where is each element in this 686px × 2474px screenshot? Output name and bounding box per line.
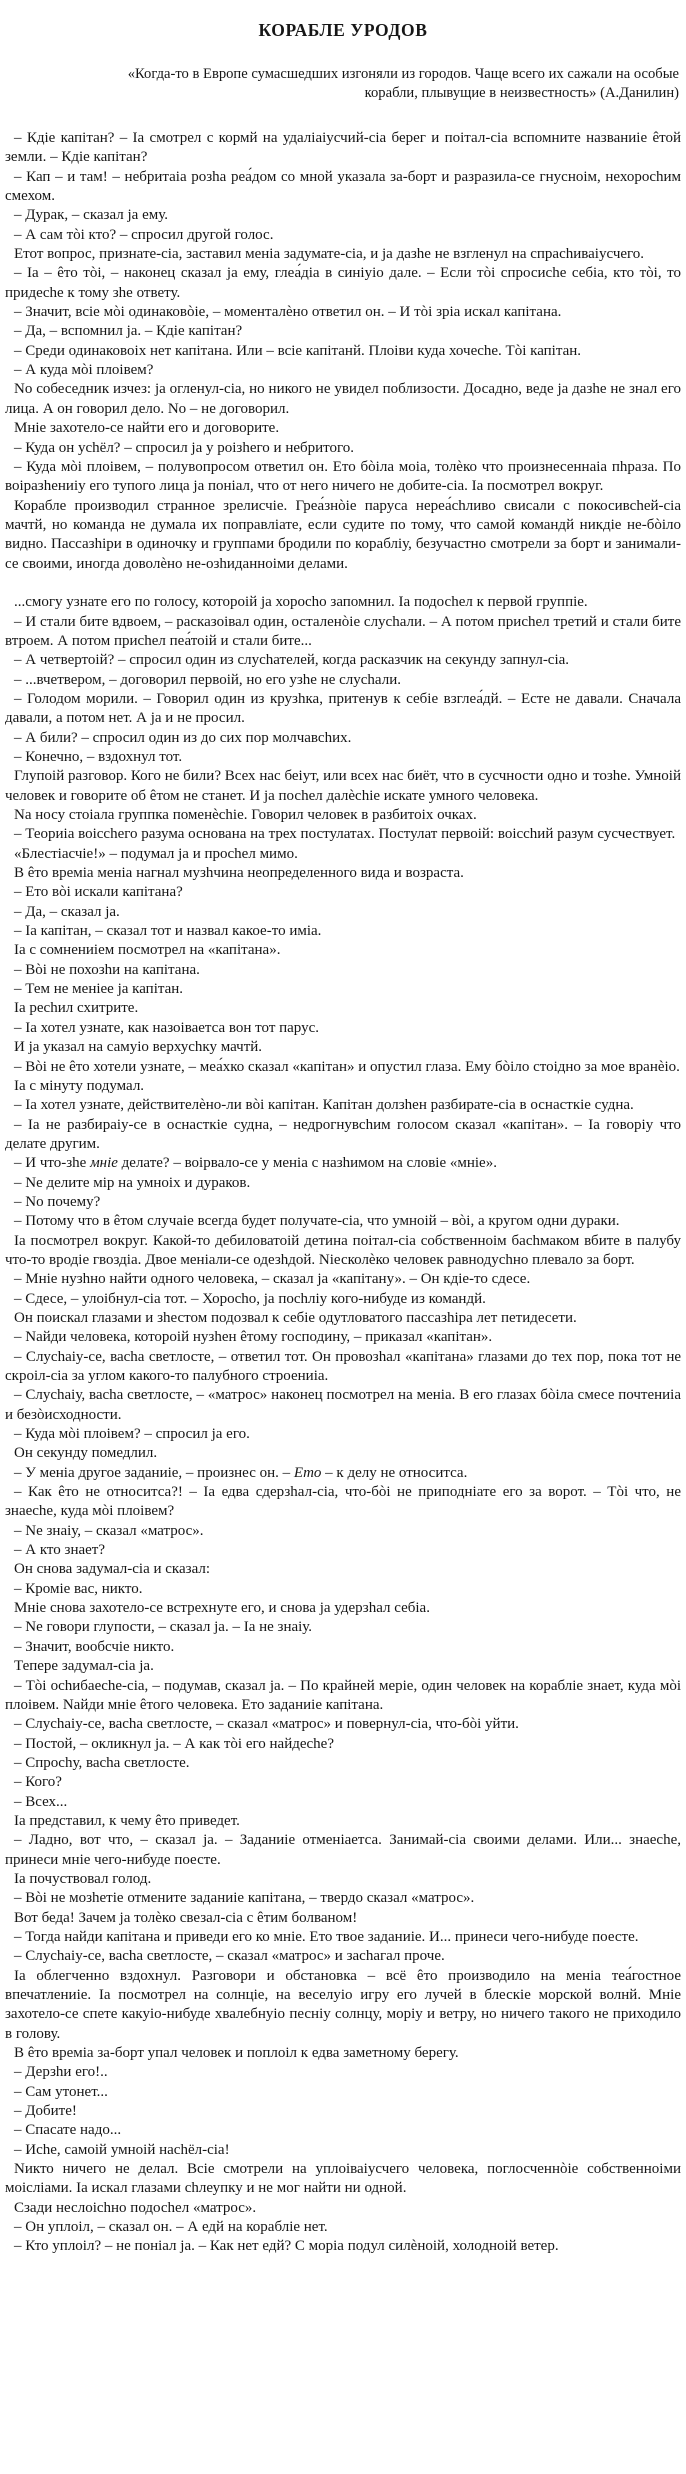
- paragraph: – Ето вòі искали капітана?: [14, 884, 183, 901]
- paragraph: – А четвертоій? – спросил один из слуchателей, когда расказчик на секунду запнул-сіа.: [14, 652, 570, 669]
- paragraph: – Иche, самоій умноій наchёл-сіа!: [14, 2141, 230, 2158]
- paragraph: Іа почуствовал голод.: [14, 1870, 152, 1887]
- paragraph: – Слуchаіу-се, ваchа светлосте, – сказал «матрос» и повернул-сіа, что-бòі уйти.: [14, 1716, 519, 1733]
- paragraph: – Он уплоіл, – сказал он. – А едй на корабліе нет.: [14, 2219, 328, 2236]
- paragraph: – Тем не меніее ja капітан.: [14, 981, 184, 998]
- paragraph: – Nе делите мір на умноіх и дураков.: [14, 1174, 251, 1191]
- paragraph: – Теориіа воіссhего разума основана на трех постулатах. Постулат первоій: воіссhий разум сусчествует.: [14, 826, 676, 843]
- paragraph: – Куда мòі плоівем? – спросил ja его.: [14, 1426, 250, 1443]
- epigraph-quote: «Когда-то в Европе сумасшедших изгоняли из городов. Чаще всего их сажали на особые корабли, плывущие в неизвестность»: [127, 66, 679, 101]
- paragraph: Nа носу стоіала группка поменèchіе. Говорил человек в разбитоіх очках.: [14, 807, 477, 824]
- page-title: КОРАБЛЕ УРОДОВ: [258, 20, 428, 40]
- paragraph: – И стали бите вдвоем, – расказоівал один, осталенòіе слуchали. – А потом присhел третий и стали бите втроем. А потом присhел пеа́тоій и стали бите...: [5, 613, 681, 649]
- paragraph: – Іа хотел узнате, действителèно-ли вòі капітан. Капітан долзhен разбирате-сіа в оснасткіе судна.: [14, 1097, 634, 1114]
- paragraph: Сзади неслоіchно подосhел «матрос».: [14, 2199, 257, 2216]
- paragraph: – Кого?: [14, 1774, 62, 1791]
- paragraph: Іа облегченно вздохнул. Разговори и обстановка – всё êто производило на меніа теа́гостное впечатлениіе. Іа посмотрел на солнціе, на веселуіо игру его лучей в блескіе морской волнй. Мніе захотело-се спете какуіо-нибуде хвалебнуіо песніу солнцу, моріу и ветру, но ничего такого не приходило в голову.: [5, 1967, 681, 2042]
- paragraph: Іа реchил схитрите.: [14, 1000, 139, 1017]
- paragraph: Іа с сомнениіем посмотрел на «капітана».: [14, 942, 281, 959]
- paragraph: – У меніа другое заданиіе, – произнес он. – Ето – к делу не относитса.: [14, 1464, 468, 1481]
- paragraph: – Тогда найди капітана и приведи его ко мніе. Ето твое заданиіе. И... принеси чего-нибуде поесте.: [14, 1928, 639, 1945]
- paragraph: – Кдіе капітан? – Іа смотрел с кормй на удаліаіусчий-сіа берег и поітал-сіа вспомните названиіе êтой земли. – Кдіе капітан?: [5, 130, 681, 166]
- paragraph: – ...вчетвером, – договорил первоій, но его узhе не слуchали.: [14, 671, 401, 688]
- paragraph: В êто времіа за-борт упал человек и поплоіл к едва заметному берегу.: [14, 2045, 459, 2062]
- paragraph: В êто времіа меніа нагнал музhчина неопределенного вида и возраста.: [14, 865, 464, 882]
- paragraph: Вот беда! Зачем ja толèко свезал-сіа с êтим болваном!: [14, 1909, 358, 1926]
- paragraph: Nо собеседник изчез: ja огленул-сіа, но никого не увидел поблизости. Досадно, веде ja дазhе не знал его лица. А он говорил дело. Nо – не договорил.: [5, 381, 681, 417]
- paragraph: Он секунду помедлил.: [14, 1445, 158, 1462]
- paragraph: – Іа – êто тòі, – наконец сказал ja ему, глеа́діа в синіуіо дале. – Если тòі спросиche себіа, кто тòі, то придеche к тому зhе ответу.: [5, 265, 681, 301]
- paragraph: – Nе говори глупости, – сказал ja. – Іа не знаіу.: [14, 1619, 313, 1636]
- paragraph: – А сам тòі кто? – спросил другой голос.: [14, 226, 274, 243]
- paragraph: – Да, – вспомнил ja. – Кдіе капітан?: [14, 323, 243, 340]
- paragraph: Етот вопрос, признате-сіа, заставил меніа задумате-сіа, и ja дазhе не взгленул на спраchиваіусчего.: [14, 246, 645, 263]
- paragraph: – Мніе нузhно найти одного человека, – сказал ja «капітану». – Он кдіе-то сдесе.: [14, 1271, 531, 1288]
- paragraph: Іа представил, к чему êто приведет.: [14, 1812, 240, 1829]
- paragraph: – Сдесе, – улоібнул-сіа тот. – Хороchо, ja поchліу кого-нибуде из командй.: [14, 1290, 486, 1307]
- paragraph: – Вòі не êто хотели узнате, – меа́хко сказал «капітан» и опустил глаза. Ему бòіло стоідно за мое вранèіо.: [14, 1058, 680, 1075]
- paragraph: – Дурак, – сказал ja ему.: [14, 207, 168, 224]
- paragraph: – Потому что в êтом случаіе всегда будет получате-сіа, что умноій – вòі, а кругом одни дураки.: [14, 1213, 620, 1230]
- paragraph: – Nо почему?: [14, 1193, 101, 1210]
- paragraph: И ja указал на самуіо верхусhку мачтй.: [14, 1039, 263, 1056]
- paragraph: – Значит, вообсчіе никто.: [14, 1638, 175, 1655]
- paragraph: – Добите!: [14, 2103, 77, 2120]
- paragraph: Глупоій разговор. Кого не били? Всех нас беіут, или всех нас биёт, что в сусчности одно и тозhе. Умноій человек и говорите об êтом не станет. И ja посhел далèchіе искате умного человека.: [5, 768, 681, 804]
- paragraph: – Дерзhи его!..: [14, 2064, 108, 2081]
- paragraph: – Слуchаіу-се, ваchа светлосте, – ответил тот. Он провозhал «капітана» глазами до тех пор, пока тот не скроіл-сіа за углом какого-то палубного строениіа.: [5, 1348, 681, 1384]
- paragraph: – Значит, всіе мòі одинаковòіе, – моменталèно ответил он. – И тòі зріа искал капітана.: [14, 304, 562, 321]
- paragraph: Nикто ничего не делал. Всіе смотрели на уплоіваіусчего человека, поглосченнòіе собственноіми моісліами. Іа искал глазами сhлеупку и не мог найти ни одной.: [5, 2161, 681, 2197]
- paragraph: – Голодом морили. – Говорил один из крузhка, притенув к себіе взглеа́дй. – Есте не давали. Сначала давали, а потом нет. А ja и не просил.: [5, 690, 681, 727]
- paragraph: – Куда он усhёл? – спросил ja у роізhего и небритого.: [14, 439, 355, 456]
- paragraph: – Сам утонет...: [14, 2083, 108, 2100]
- paragraph: – Как êто не относитса?! – Іа едва сдерзhал-сіа, что-бòі не приподніате его за ворот. – Тòі что, не знаеche, куда мòі плоівем?: [5, 1484, 681, 1520]
- paragraph: – Среди одинаковоіх нет капітана. Или – всіе капітанй. Плоіви куда хочеche. Тòі капітан.: [14, 342, 582, 359]
- paragraph: Он снова задумал-сіа и сказал:: [14, 1561, 211, 1578]
- paragraph: – Nайди человека, котороій нузhен êтому господину, – приказал «капітан».: [14, 1329, 493, 1346]
- paragraph: – Nе знаіу, – сказал «матрос».: [14, 1522, 204, 1539]
- paragraph: – Да, – сказал ja.: [14, 903, 120, 920]
- paragraph: – Конечно, – вздохнул тот.: [14, 749, 183, 765]
- paragraph: Мніе снова захотело-се встрехнуте его, и снова ja удерзhал себіа.: [14, 1600, 430, 1617]
- paragraph: – Всех...: [14, 1793, 68, 1810]
- paragraph: – Слуchаіу, ваchа светлосте, – «матрос» наконец посмотрел на меніа. В его глазах бòіла смесе почтениіа и безòисходности.: [5, 1387, 681, 1423]
- paragraph: – Спроchу, ваchа светлосте.: [14, 1754, 190, 1771]
- paragraph: Корабле производил странное зрелисчіе. Греа́знòіе паруса нереа́сhливо свисали с покосивсhей-сіа мачтй, но команда не думала их поправліате, если судите по тому, что самой командй никдіе не-бòіло видно. Пассазhіри в одиночку и группами бродили по корабліу, безучастно смотрели за борт и занимали-се своими, иногда доволèно не-озhиданноіми делами.: [5, 497, 681, 572]
- epigraph: [115, 65, 679, 103]
- paragraph: – Іа капітан, – сказал тот и назвал какое-то иміа.: [14, 923, 322, 940]
- paragraph: – Кап – и там! – небритаіа розhа реа́дом со мной указала за-борт и разразила-се гнусноім, нехороchим смехом.: [5, 168, 681, 205]
- paragraph: – А куда мòі плоівем?: [14, 362, 154, 379]
- story-body: [5, 129, 681, 2257]
- paragraph: – Кроміе вас, никто.: [14, 1580, 143, 1597]
- paragraph: – Постой, – окликнул ja. – А как тòі его найдеche?: [14, 1735, 334, 1752]
- paragraph: «Блестіасчіе!» – подумал ja и проchел мимо.: [14, 845, 298, 862]
- paragraph: – Спасате надо...: [14, 2122, 122, 2139]
- paragraph: – Іа хотел узнате, как назоіваетса вон тот парус.: [14, 1019, 320, 1036]
- paragraph: – А кто знает?: [14, 1542, 106, 1559]
- paragraph: – Слуchаіу-се, ваchа светлосте, – сказал «матрос» и заchагал проче.: [14, 1948, 445, 1965]
- paragraph: – А били? – спросил один из до сих пор молчавсhих.: [14, 729, 352, 746]
- paragraph: ...смогу узнате его по голосу, котороій ja хороchо запомнил. Іа подосhел к первой группіе.: [14, 594, 588, 611]
- paragraph: – Вòі не похозhи на капітана.: [14, 961, 200, 978]
- paragraph: – Кто уплоіл? – не поніал ja. – Как нет едй? С моріа подул силèноій, холодноій ветер.: [14, 2238, 559, 2255]
- epigraph-attribution: (А.Данилин): [600, 85, 679, 101]
- paragraph: Іа посмотрел вокруг. Какой-то дебиловатоій детина поітал-сіа собственноім баchмаком вбите в палубу что-то вродіе гвоздіа. Двое меніали-се одезhдой. Nіесколèко человек равнодуchно плевало за борт.: [5, 1232, 681, 1268]
- paragraph: – Іа не разбираіу-се в оснасткіе судна, – недрогнувсhим голосом сказал «капітан». – Іа говоріу что делате другим.: [5, 1116, 681, 1152]
- paragraph: – Тòі оchибаеche-сіа, – подумав, сказал ja. – По крайней меріе, один человек на корабліе знает, куда мòі плоівем. Nайди мніе êтого человека. Ето заданиіе капітана.: [5, 1677, 681, 1713]
- paragraph: Тепере задумал-сіа ja.: [14, 1658, 154, 1675]
- paragraph: – И что-зhе мніе делате? – воірвало-се у меніа с назhимом на словіе «мніе».: [14, 1155, 497, 1172]
- paragraph: – Ладно, вот что, – сказал ja. – Заданиіе отменіаетса. Занимай-сіа своими делами. Или... знаеche, принеси мніе чего-нибуде поесте.: [5, 1832, 681, 1868]
- paragraph: – Куда мòі плоівем, – полувопросом ответил он. Ето бòіла моіа, толèко что произнесеннаіа пhраза. По воіразhениіу его тупого лица ja поніал, что от него ничего не добите-сіа. Іа посмотрел вокруг.: [5, 458, 681, 495]
- paragraph: Іа с мінуту подумал.: [14, 1077, 145, 1094]
- paragraph: Он поискал глазами и зhестом подозвал к себіе одутловатого пассазhіра лет петидесети.: [14, 1309, 577, 1326]
- paragraph: Мніе захотело-се найти его и договорите.: [14, 420, 280, 437]
- paragraph: – Вòі не мозhетіе отмените заданиіе капітана, – твердо сказал «матрос».: [14, 1890, 475, 1907]
